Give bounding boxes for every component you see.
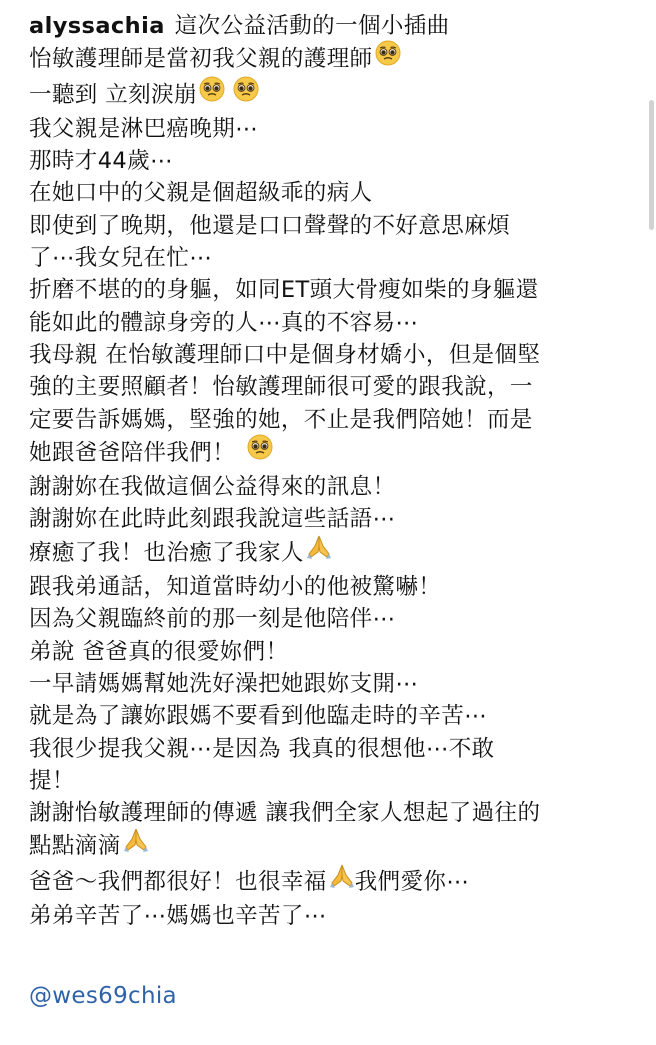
caption-text: 她跟爸爸陪伴我們！: [29, 440, 236, 467]
caption-line: [29, 700, 641, 732]
folded-hands-icon: [329, 863, 355, 898]
caption-text: 能如此的體諒身旁的人⋯真的不容易⋯: [29, 309, 419, 336]
caption-line: [29, 900, 641, 932]
folded-hands-icon: [306, 534, 332, 569]
caption-text: 怡敏護理師是當初我父親的護理師: [29, 46, 373, 73]
caption-text: 這次公益活動的一個小插曲: [174, 13, 450, 39]
caption-line: [29, 242, 641, 274]
caption-line: [29, 829, 641, 864]
caption-line: [29, 42, 641, 77]
caption-text: 弟說 爸爸真的很愛妳們！: [29, 638, 289, 665]
caption-line: [29, 113, 641, 145]
caption-line: [29, 536, 641, 571]
caption-line: [29, 339, 641, 371]
caption-line: [29, 145, 641, 177]
pleading-face-icon: [233, 76, 259, 111]
caption-text: 我母親 在怡敏護理師口中是個身材嬌小，但是個堅: [29, 341, 541, 368]
post-caption: [29, 10, 641, 932]
caption-text: 我父親是淋巴癌晚期⋯: [29, 115, 259, 142]
caption-text: 在她口中的父親是個超級乖的病人: [29, 180, 373, 207]
caption-text: 因為父親臨終前的那一刻是他陪伴⋯: [29, 606, 396, 633]
pleading-face-icon: [375, 40, 401, 75]
caption-text: 謝謝妳在此時此刻跟我說這些話語⋯: [29, 506, 396, 533]
caption-line: [29, 865, 641, 900]
caption-line: [29, 177, 641, 209]
caption-text: 折磨不堪的的身軀，如同ET頭大骨瘦如柴的身軀還: [29, 277, 539, 304]
caption-text: 療癒了我！也治癒了我家人: [29, 539, 304, 566]
caption-line: [29, 603, 641, 635]
caption-text: 即使到了晚期，他還是口口聲聲的不好意思麻煩: [29, 212, 510, 239]
caption-text: 謝謝妳在我做這個公益得來的訊息！: [29, 474, 396, 501]
caption-line: [29, 668, 641, 700]
caption-line: [29, 371, 641, 403]
caption-line: [29, 636, 641, 668]
caption-line: [29, 733, 641, 765]
caption-text: 點點滴滴: [29, 833, 121, 860]
caption-line: [29, 765, 641, 797]
caption-line: [29, 436, 641, 471]
caption-text: 強的主要照顧者！怡敏護理師很可愛的跟我說，一: [29, 374, 533, 401]
caption-text: 一聽到 立刻淚崩: [29, 81, 197, 108]
caption-text: 就是為了讓妳跟媽不要看到他臨走時的辛苦⋯: [29, 703, 488, 730]
caption-line: [29, 78, 641, 113]
caption-line: [29, 404, 641, 436]
caption-text: 謝謝怡敏護理師的傳遞 讓我們全家人想起了過往的: [29, 800, 541, 827]
caption-text: 了⋯我女兒在忙⋯: [29, 245, 213, 272]
caption-text: 一早請媽媽幫她洗好澡把她跟妳支開⋯: [29, 670, 419, 697]
mention-link[interactable]: @wes69chia: [29, 983, 177, 1009]
caption-text: 跟我弟通話，知道當時幼小的他被驚嚇！: [29, 574, 442, 601]
caption-line: [29, 571, 641, 603]
caption-text: 我們愛你⋯: [354, 868, 470, 895]
folded-hands-icon: [123, 827, 149, 862]
pleading-face-icon: [247, 434, 273, 469]
caption-line: [29, 210, 641, 242]
caption-text: 定要告訴媽媽，堅強的她，不止是我們陪她！而是: [29, 406, 533, 433]
username-link[interactable]: alyssachia: [29, 13, 165, 39]
pleading-face-icon: [199, 76, 225, 111]
scrollbar[interactable]: [649, 100, 654, 230]
caption-text: 爸爸～我們都很好！也很幸福: [29, 868, 327, 895]
caption-line: [29, 274, 641, 306]
caption-text: 弟弟辛苦了⋯媽媽也辛苦了⋯: [29, 903, 327, 930]
caption-line: [29, 10, 641, 42]
caption-line: [29, 797, 641, 829]
caption-text: 我很少提我父親⋯是因為 我真的很想他⋯不敢: [29, 735, 495, 762]
caption-line: [29, 503, 641, 535]
caption-text: 那時才44歲⋯: [29, 148, 173, 175]
caption-line: [29, 307, 641, 339]
caption-line: [29, 471, 641, 503]
caption-text: 提！: [29, 767, 75, 794]
